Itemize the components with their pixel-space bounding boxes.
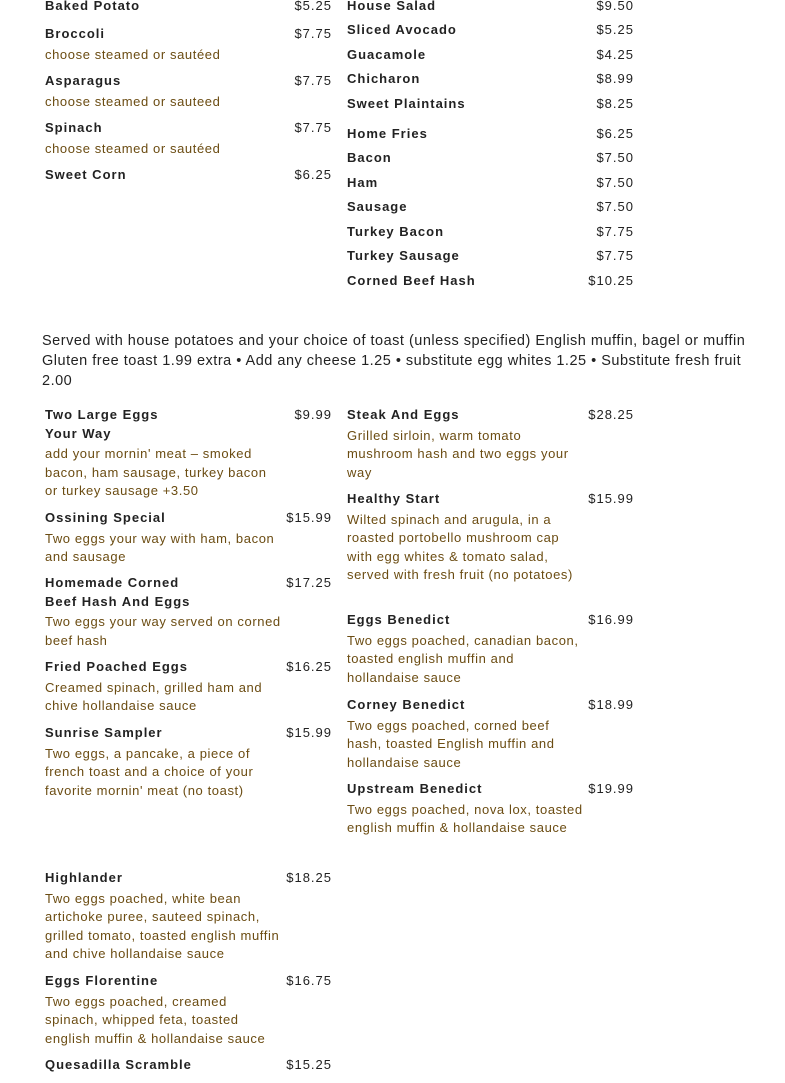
item-price: $10.25 <box>588 272 634 288</box>
item-price: $8.25 <box>596 95 634 111</box>
item-description: Wilted spinach and arugula, in a roasted portobello mushroom cap with egg whites & tomato salad, served with fresh fruit (no potatoes) <box>347 511 573 582</box>
item-price: $16.75 <box>286 973 332 988</box>
eggs-right-column <box>347 406 634 864</box>
item-price: $7.75 <box>294 26 332 41</box>
menu-item <box>347 125 634 150</box>
item-name: Turkey Bacon <box>347 223 445 239</box>
menu-item <box>45 972 332 1056</box>
sides-left-column <box>45 0 332 190</box>
item-price: $15.99 <box>286 725 332 740</box>
menu-item <box>45 166 332 190</box>
item-price: $15.25 <box>286 1057 332 1072</box>
menu-item <box>347 780 634 864</box>
item-price: $7.50 <box>596 174 634 190</box>
item-price: $4.25 <box>596 46 634 62</box>
item-name: Homemade Corned Beef Hash And Eggs <box>45 575 191 609</box>
menu-item <box>347 406 634 490</box>
item-name: Guacamole <box>347 46 427 62</box>
item-name: Ham <box>347 174 379 190</box>
item-name: Steak And Eggs <box>347 407 460 422</box>
item-description: Two eggs poached, corned beef hash, toasted English muffin and hollandaise sauce <box>347 717 555 770</box>
item-price: $7.50 <box>596 199 634 215</box>
item-name: Spinach <box>45 120 103 135</box>
item-price: $7.75 <box>294 73 332 88</box>
item-name: Eggs Benedict <box>347 612 451 627</box>
item-name: Quesadilla Scramble <box>45 1057 192 1072</box>
item-description: Two eggs poached, canadian bacon, toasted english muffin and hollandaise sauce <box>347 632 579 685</box>
item-name: Fried Poached Eggs <box>45 659 188 674</box>
item-name: Upstream Benedict <box>347 781 483 796</box>
item-name: Sliced Avocado <box>347 22 457 38</box>
item-name: Turkey Sausage <box>347 248 460 264</box>
item-price: $8.99 <box>596 71 634 87</box>
item-description: Grilled sirloin, warm tomato mushroom hash and two eggs your way <box>347 427 569 480</box>
menu-item <box>45 119 332 166</box>
item-description: choose steamed or sautéed <box>45 46 221 62</box>
item-name: Healthy Start <box>347 491 441 506</box>
menu-item <box>347 46 634 70</box>
item-name: Home Fries <box>347 125 428 141</box>
item-price: $19.99 <box>588 781 634 796</box>
egg-section-note: Served with house potatoes and your choice of toast (unless specified) English muffin, bagel or muffin Gluten free toast 1.99 extra • Add any cheese 1.25 • substitute egg whites 1.25 • Substitute fresh fruit 2.00 <box>42 333 746 389</box>
item-name: Corned Beef Hash <box>347 272 476 288</box>
menu-item <box>347 70 634 94</box>
menu-item <box>45 72 332 119</box>
menu-item <box>347 198 634 223</box>
menu-item <box>45 25 332 72</box>
item-price: $7.75 <box>294 120 332 135</box>
item-price: $18.25 <box>286 870 332 885</box>
item-price: $16.25 <box>286 659 332 674</box>
item-price: $9.99 <box>294 407 332 422</box>
item-description: Two eggs poached, white bean artichoke puree, sauteed spinach, grilled tomato, toasted english muffin and chive hollandaise sauce <box>45 890 280 961</box>
menu-item <box>347 696 634 780</box>
item-description: Two eggs your way with ham, bacon and sausage <box>45 530 275 564</box>
item-name: Two Large Eggs Your Way <box>45 407 159 441</box>
item-description: Two eggs, a pancake, a piece of french toast and a choice of your favorite mornin' meat (no toast) <box>45 745 254 798</box>
item-price: $7.75 <box>596 223 634 239</box>
item-name: Bacon <box>347 150 392 166</box>
item-price: $6.25 <box>294 167 332 182</box>
item-description: Creamed spinach, grilled ham and chive hollandaise sauce <box>45 679 263 713</box>
item-price: $28.25 <box>588 407 634 422</box>
item-price: $7.75 <box>596 248 634 264</box>
menu-item <box>347 223 634 248</box>
menu-item <box>45 406 332 509</box>
menu-item <box>347 247 634 272</box>
menu-item <box>347 21 634 45</box>
item-name: Highlander <box>45 870 123 885</box>
item-name: House Salad <box>347 0 437 13</box>
menu-item <box>347 611 634 696</box>
menu-item <box>45 724 332 869</box>
item-price: $15.99 <box>286 510 332 525</box>
item-name: Eggs Florentine <box>45 973 159 988</box>
menu-item <box>347 95 634 125</box>
menu-item <box>347 174 634 199</box>
menu-item <box>347 490 634 611</box>
item-description: choose steamed or sauteed <box>45 93 221 109</box>
item-price: $16.99 <box>588 612 634 627</box>
item-name: Sausage <box>347 199 408 215</box>
menu-item <box>45 509 332 574</box>
item-name: Sunrise Sampler <box>45 725 163 740</box>
item-name: Broccoli <box>45 26 106 41</box>
sides-right-column <box>347 0 634 296</box>
menu-item <box>347 149 634 174</box>
item-name: Sweet Plaintains <box>347 95 466 111</box>
item-description: Two eggs your way served on corned beef hash <box>45 614 281 648</box>
menu-item <box>45 1056 332 1080</box>
item-price: $7.50 <box>596 150 634 166</box>
eggs-left-column <box>45 406 332 1080</box>
item-name: Asparagus <box>45 73 122 88</box>
item-description: Two eggs poached, nova lox, toasted english muffin & hollandaise sauce <box>347 801 583 835</box>
item-description: choose steamed or sautéed <box>45 140 221 156</box>
item-name: Sweet Corn <box>45 167 127 182</box>
menu-item <box>45 658 332 724</box>
item-description: add your mornin' meat – smoked bacon, ham sausage, turkey bacon or turkey sausage +3.50 <box>45 446 267 498</box>
menu-item <box>347 272 634 297</box>
item-price: $5.25 <box>294 0 332 13</box>
menu-item <box>45 0 332 25</box>
menu-item <box>45 869 332 972</box>
item-price: $9.50 <box>596 0 634 13</box>
item-description: Two eggs poached, creamed spinach, whipped feta, toasted english muffin & hollandaise sauce <box>45 993 266 1046</box>
item-price: $5.25 <box>596 22 634 38</box>
item-price: $15.99 <box>588 491 634 506</box>
item-name: Corney Benedict <box>347 697 466 712</box>
menu-item <box>347 0 634 21</box>
item-name: Baked Potato <box>45 0 141 13</box>
item-name: Chicharon <box>347 71 421 87</box>
item-price: $18.99 <box>588 697 634 712</box>
menu-item <box>45 574 332 658</box>
item-price: $6.25 <box>596 125 634 141</box>
item-price: $17.25 <box>286 575 332 590</box>
item-name: Ossining Special <box>45 510 166 525</box>
